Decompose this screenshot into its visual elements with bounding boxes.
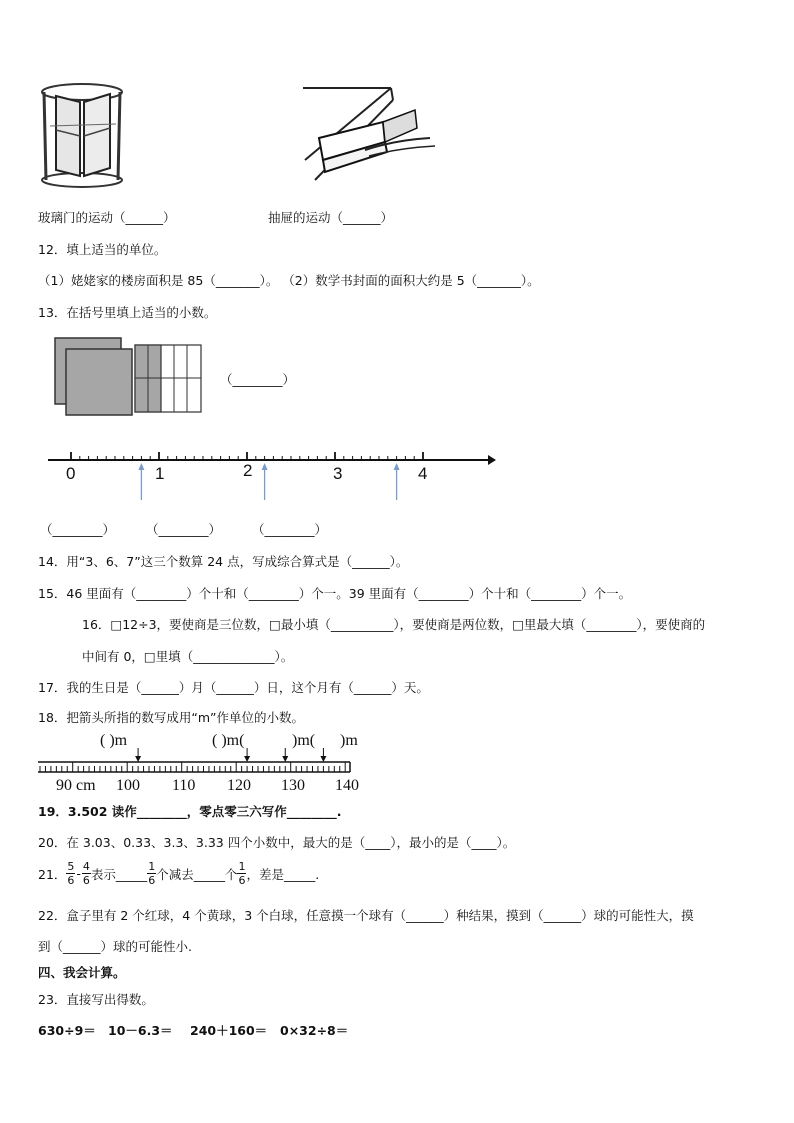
q21 [38,860,319,887]
q18-title: 18．把箭头所指的数写成用“m”作单位的小数。 [38,710,305,725]
fraction-numerator: 1 [148,860,156,873]
ruler-arrow-head [320,756,326,762]
numline-label-0: 0 [66,464,76,483]
ruler-label-110: 110 [172,777,196,794]
q20: 20．在 3.03、0.33、3.3、3.33 四个小数中，最大的是（____），最小的是（____）。 [38,835,516,850]
q15: 15．46 里面有（________）个十和（________）个一。39 里面有（________）个十和（________）个一。 [38,586,632,601]
q13-answer-2[interactable]: （________） [146,522,222,537]
q21-fraction-d [237,860,246,887]
q21-fraction-c [147,860,156,887]
q11-drawer-label: 抽屉的运动（______） [268,210,394,225]
fraction-numerator: 1 [238,860,246,873]
q22-line1: 22．盒子里有 2 个红球，4 个黄球，3 个白球，任意摸一个球有（______）种结果，摸到（______）球的可能性大，摸 [38,908,694,923]
q12-line: （1）姥姥家的楼房面积是 85（_______）。 （2）数学书封面的面积大约是 5（_______）。 [38,273,540,288]
fraction-denominator: 6 [67,874,75,887]
q13-answer-3[interactable]: （________） [252,522,328,537]
numline-label-4: 4 [418,464,428,483]
q18-answer-3[interactable]: )m( [292,732,316,749]
q21-minus: - [76,866,81,881]
ruler-arrow-head [244,756,250,762]
q18-answer-4[interactable]: )m [340,732,358,749]
fraction-denominator: 6 [148,874,156,887]
numline-arrow-head [394,463,400,470]
q13-title: 13．在括号里填上适当的小数。 [38,305,217,320]
numline-arrow-head [262,463,268,470]
q18-answer-2[interactable]: ( )m( [212,732,245,749]
fraction-denominator: 6 [82,874,90,887]
q16-line1: 16．□12÷3，要使商是三位数，□最小填（__________），要使商是两位数，□里最大填（________），要使商的 [82,617,706,632]
q14: 14．用“3、6、7”这三个数算 24 点，写成综合算式是（______）。 [38,554,409,569]
q21-prefix: 21． [38,866,67,882]
q17: 17．我的生日是（______）月（______）日，这个月有（______）天。 [38,680,429,695]
q13-squares-figure [55,338,215,418]
q21-text2: 个减去_____个 [156,866,238,882]
q21-fraction-b [82,860,91,887]
q23-title: 23．直接写出得数。 [38,992,154,1007]
revolving-glass-door-illustration [38,80,128,190]
fraction-numerator: 5 [67,860,75,873]
section-4-heading: 四、我会计算。 [38,965,126,980]
q13-number-line [48,446,508,506]
ruler-arrow-head [282,756,288,762]
ruler-label-130: 130 [281,777,305,794]
fraction-denominator: 6 [238,874,246,887]
q12-title: 12．填上适当的单位。 [38,242,167,257]
q22-line2: 到（______）球的可能性小. [38,939,192,954]
q11-glass-door-label: 玻璃门的运动（______） [38,210,176,225]
ruler-label-140: 140 [335,777,359,794]
q19: 19．3.502 读作________，零点零三六写作________. [38,804,342,819]
numline-arrow-head [138,463,144,470]
q13-squares-answer[interactable]: （________） [220,372,296,387]
drawer-illustration [295,80,445,190]
q21-text1: 表示_____ [90,866,148,882]
q18-answer-1[interactable]: ( )m [100,732,128,749]
ruler-arrow-head [135,756,141,762]
numline-label-3: 3 [333,464,343,483]
q23-item-2: 10－6.3＝ [108,1023,173,1038]
ruler-label-90: 90 cm [56,777,96,794]
q23-item-4: 0×32÷8＝ [280,1023,349,1038]
q21-text3: ，差是_____. [246,866,320,882]
numline-label-1: 1 [155,464,165,483]
q16-line2: 中间有 0，□里填（_____________）。 [82,649,294,664]
fraction-numerator: 4 [82,860,90,873]
q23-item-3: 240＋160＝ [190,1023,268,1038]
numline-label-2: 2 [243,461,253,480]
q13-answer-1[interactable]: （________） [40,522,116,537]
q21-fraction-a [66,860,75,887]
ruler-label-100: 100 [116,777,140,794]
q23-item-1: 630÷9＝ [38,1023,96,1038]
ruler-label-120: 120 [227,777,251,794]
